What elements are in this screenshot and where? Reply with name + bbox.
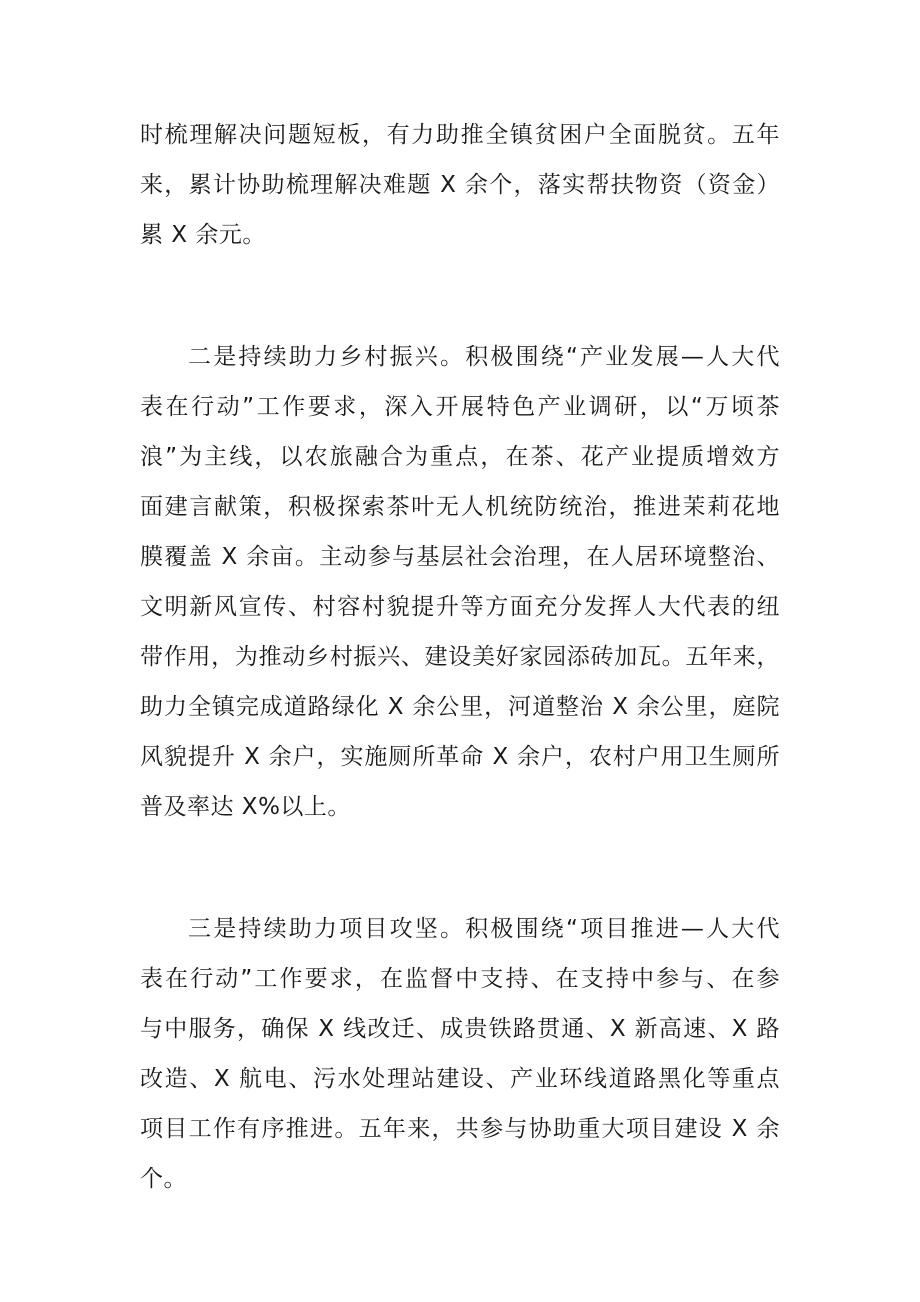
text-line: 与中服务，确保 X 线改迁、成贵铁路贯通、X 新高速、X 路 (140, 1016, 780, 1042)
text-line: 膜覆盖 X 余亩。主动参与基层社会治理，在人居环境整治、 (140, 544, 780, 570)
text-line: 风貌提升 X 余户，实施厕所革命 X 余户，农村户用卫生厕所 (140, 744, 780, 770)
text-line: 表在行动”工作要求，深入开展特色产业调研，以“万顷茶 (140, 394, 780, 420)
text-line: 项目工作有序推进。五年来，共参与协助重大项目建设 X 余 (140, 1116, 780, 1142)
text-line: 浪”为主线，以农旅融合为重点，在茶、花产业提质增效方 (140, 444, 780, 470)
text-line: 助力全镇完成道路绿化 X 余公里，河道整治 X 余公里，庭院 (140, 694, 780, 720)
text-line: 面建言献策，积极探索茶叶无人机统防统治，推进茉莉花地 (140, 494, 780, 520)
text-line: 表在行动”工作要求，在监督中支持、在支持中参与、在参 (140, 966, 780, 992)
text-line: 改造、X 航电、污水处理站建设、产业环线道路黑化等重点 (140, 1066, 780, 1092)
paragraph-heading-line: 二是持续助力乡村振兴。积极围绕“产业发展—人大代 (188, 344, 780, 370)
text-line: 普及率达 X%以上。 (140, 794, 351, 820)
text-line: 累 X 余元。 (140, 222, 266, 248)
text-line: 时梳理解决问题短板，有力助推全镇贫困户全面脱贫。五年 (140, 122, 780, 148)
text-line: 来，累计协助梳理解决难题 X 余个，落实帮扶物资（资金） (140, 172, 780, 198)
text-line: 带作用，为推动乡村振兴、建设美好家园添砖加瓦。五年来， (140, 644, 780, 670)
paragraph-heading-line: 三是持续助力项目攻坚。积极围绕“项目推进—人大代 (188, 916, 780, 942)
text-line: 文明新风宣传、村容村貌提升等方面充分发挥人大代表的纽 (140, 594, 780, 620)
text-line: 个。 (140, 1166, 187, 1192)
